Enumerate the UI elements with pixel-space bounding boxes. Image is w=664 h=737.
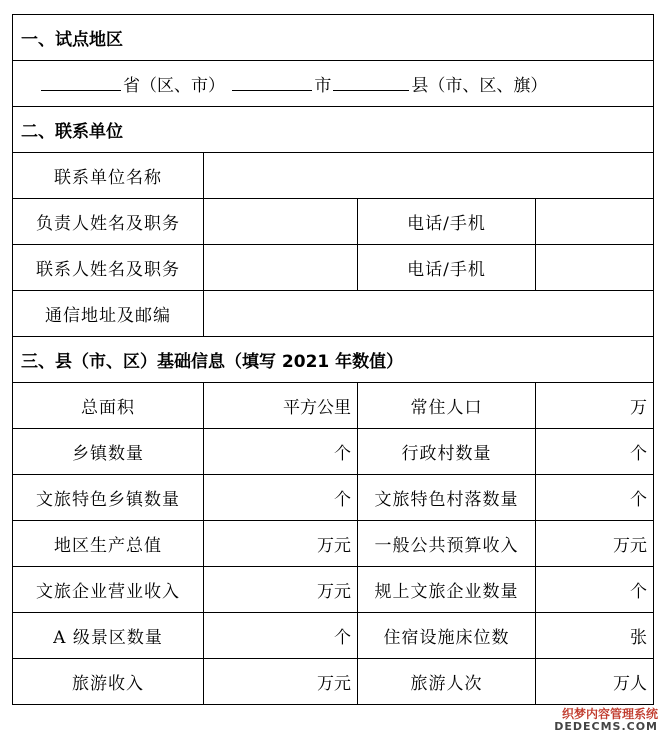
table-row bbox=[13, 383, 654, 429]
county-suffix: 县（市、区、旗） bbox=[411, 76, 548, 96]
stat-label: 乡镇数量 bbox=[13, 429, 204, 475]
stat-label: 旅游收入 bbox=[13, 659, 204, 705]
watermark-line-1: 织梦内容管理系统 bbox=[561, 706, 658, 721]
stat-label: 规上文旅企业数量 bbox=[358, 567, 536, 613]
stat-label: 文旅特色乡镇数量 bbox=[13, 475, 204, 521]
watermark-line-2: DEDECMS.COM bbox=[554, 719, 658, 733]
unit-name-field[interactable] bbox=[204, 153, 654, 199]
stat-field[interactable]: 万元 bbox=[204, 659, 358, 705]
table-row bbox=[13, 659, 654, 705]
address-row bbox=[13, 291, 654, 337]
watermark bbox=[554, 708, 658, 733]
stat-field[interactable]: 个 bbox=[204, 613, 358, 659]
leader-field[interactable] bbox=[204, 199, 358, 245]
county-blank[interactable] bbox=[333, 72, 409, 91]
stat-field[interactable]: 万元 bbox=[204, 567, 358, 613]
stat-label: 住宿设施床位数 bbox=[358, 613, 536, 659]
table-row bbox=[13, 567, 654, 613]
table-row bbox=[13, 475, 654, 521]
table-row bbox=[13, 521, 654, 567]
stat-field[interactable]: 个 bbox=[536, 475, 654, 521]
section-2-header-row bbox=[13, 107, 654, 153]
stat-label: A 级景区数量 bbox=[13, 613, 204, 659]
table-row bbox=[13, 429, 654, 475]
stat-label: 文旅企业营业收入 bbox=[13, 567, 204, 613]
section-3-title: 三、县（市、区）基础信息（填写 2021 年数值） bbox=[13, 337, 654, 383]
stat-field[interactable]: 万元 bbox=[536, 521, 654, 567]
stat-field[interactable]: 个 bbox=[536, 567, 654, 613]
stat-field[interactable]: 张 bbox=[536, 613, 654, 659]
stat-field[interactable]: 个 bbox=[204, 475, 358, 521]
address-label: 通信地址及邮编 bbox=[13, 291, 204, 337]
contact-field[interactable] bbox=[204, 245, 358, 291]
province-suffix: 省（区、市） bbox=[123, 76, 225, 96]
contact-phone-field[interactable] bbox=[536, 245, 654, 291]
leader-phone-label: 电话/手机 bbox=[358, 199, 536, 245]
stat-label: 一般公共预算收入 bbox=[358, 521, 536, 567]
section-1-title: 一、试点地区 bbox=[13, 15, 654, 61]
stat-field[interactable]: 平方公里 bbox=[204, 383, 358, 429]
section-3-header-row bbox=[13, 337, 654, 383]
address-field[interactable] bbox=[204, 291, 654, 337]
contact-label: 联系人姓名及职务 bbox=[13, 245, 204, 291]
stat-field[interactable]: 个 bbox=[204, 429, 358, 475]
stat-label: 旅游人次 bbox=[358, 659, 536, 705]
leader-phone-field[interactable] bbox=[536, 199, 654, 245]
section-2-title: 二、联系单位 bbox=[13, 107, 654, 153]
stat-field[interactable]: 万元 bbox=[204, 521, 358, 567]
stat-label: 行政村数量 bbox=[358, 429, 536, 475]
unit-name-label: 联系单位名称 bbox=[13, 153, 204, 199]
unit-name-row bbox=[13, 153, 654, 199]
table-row bbox=[13, 613, 654, 659]
stat-field[interactable]: 万 bbox=[536, 383, 654, 429]
city-suffix: 市 bbox=[314, 76, 332, 96]
stat-field[interactable]: 个 bbox=[536, 429, 654, 475]
leader-label: 负责人姓名及职务 bbox=[13, 199, 204, 245]
province-blank[interactable] bbox=[41, 72, 121, 91]
city-blank[interactable] bbox=[232, 72, 312, 91]
region-row bbox=[13, 61, 654, 107]
stat-field[interactable]: 万人 bbox=[536, 659, 654, 705]
pilot-application-form bbox=[12, 14, 654, 705]
stat-label: 文旅特色村落数量 bbox=[358, 475, 536, 521]
stat-label: 常住人口 bbox=[358, 383, 536, 429]
stat-label: 总面积 bbox=[13, 383, 204, 429]
stat-label: 地区生产总值 bbox=[13, 521, 204, 567]
contact-row bbox=[13, 245, 654, 291]
leader-row bbox=[13, 199, 654, 245]
section-1-header-row bbox=[13, 15, 654, 61]
contact-phone-label: 电话/手机 bbox=[358, 245, 536, 291]
region-fields bbox=[13, 61, 654, 107]
